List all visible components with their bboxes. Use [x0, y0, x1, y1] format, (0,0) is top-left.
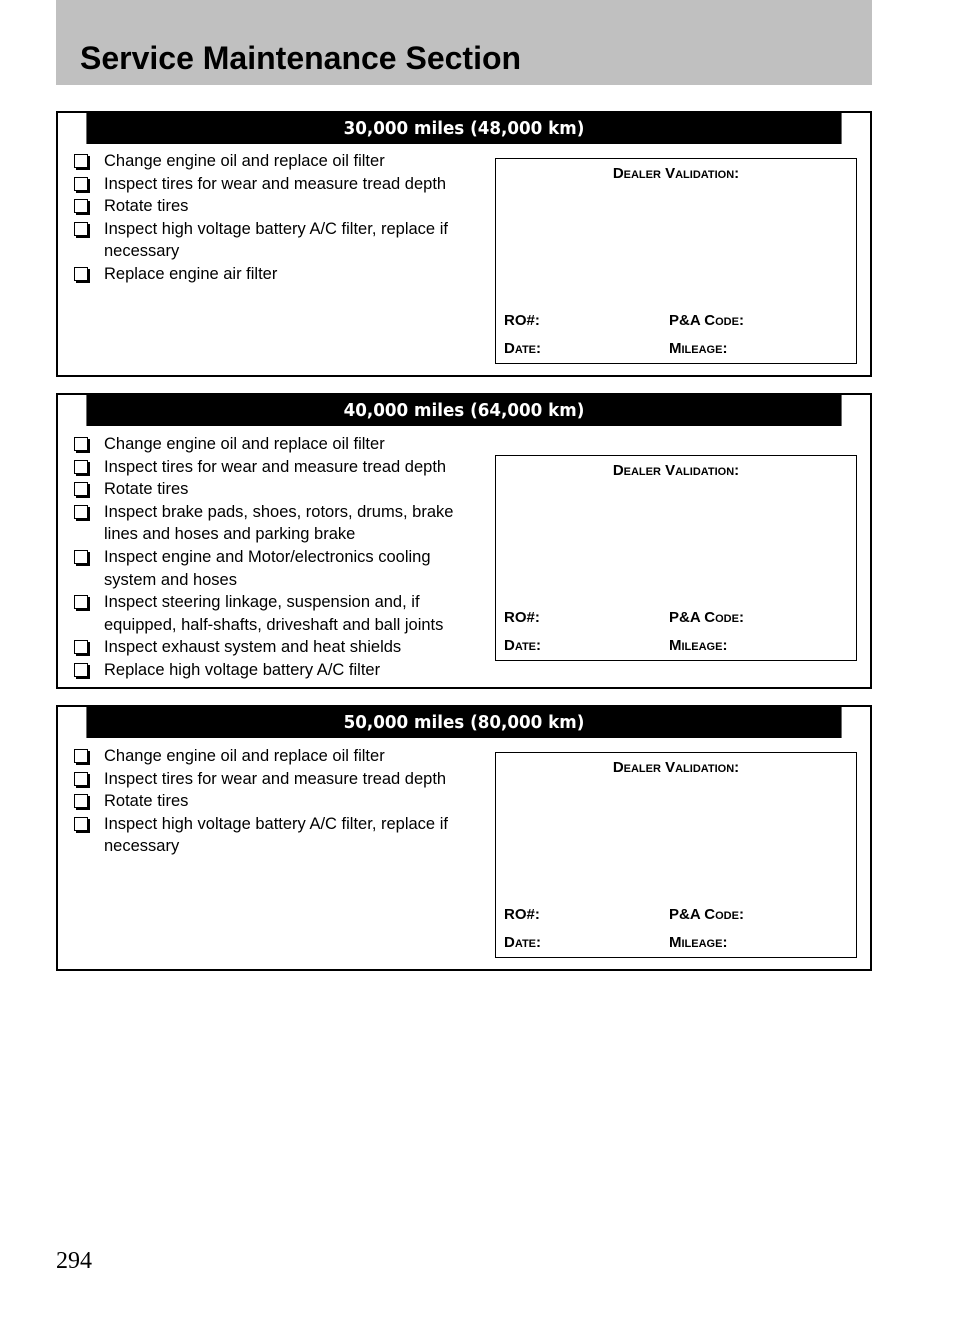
section-heading: 50,000 miles (80,000 km)	[86, 707, 841, 738]
checkbox-icon[interactable]	[74, 482, 88, 496]
dealer-validation-box[interactable]	[495, 158, 857, 364]
page-number: 294	[56, 1248, 92, 1274]
dealer-validation-title: Dealer Validation:	[612, 462, 740, 479]
dealer-validation-box[interactable]	[495, 752, 857, 958]
checkbox-icon[interactable]	[74, 749, 88, 763]
checklist-item[interactable]: Inspect steering linkage, suspension and, if equipped, half-shafts, driveshaft and ball joints	[72, 591, 472, 636]
checkbox-icon[interactable]	[74, 460, 88, 474]
date-label: Date:	[504, 340, 542, 357]
checklist-item[interactable]: Inspect high voltage battery A/C filter, replace if necessary	[72, 813, 472, 858]
maintenance-section-50000	[56, 705, 872, 971]
checklist	[72, 433, 472, 682]
ro-number-label: RO#:	[504, 906, 540, 923]
checklist-item[interactable]: Change engine oil and replace oil filter	[72, 150, 472, 173]
checkbox-icon[interactable]	[74, 199, 88, 213]
pa-code-label: P&A Code:	[669, 906, 744, 923]
checklist-item[interactable]: Rotate tires	[72, 790, 472, 813]
checklist	[72, 150, 472, 286]
pa-code-label: P&A Code:	[669, 609, 744, 626]
checklist-item[interactable]: Inspect tires for wear and measure tread depth	[72, 768, 472, 791]
checkbox-icon[interactable]	[74, 267, 88, 281]
checklist-item[interactable]: Inspect tires for wear and measure tread depth	[72, 173, 472, 196]
checklist-item[interactable]: Inspect engine and Motor/electronics cooling system and hoses	[72, 546, 472, 591]
section-heading: 30,000 miles (48,000 km)	[86, 113, 841, 144]
checklist-item[interactable]: Inspect exhaust system and heat shields	[72, 636, 472, 659]
checkbox-icon[interactable]	[74, 595, 88, 609]
checkbox-icon[interactable]	[74, 817, 88, 831]
checkbox-icon[interactable]	[74, 222, 88, 236]
page-title: Service Maintenance Section	[80, 40, 522, 76]
checkbox-icon[interactable]	[74, 550, 88, 564]
checkbox-icon[interactable]	[74, 794, 88, 808]
checklist-item[interactable]: Replace engine air filter	[72, 263, 472, 286]
checklist-item[interactable]: Inspect brake pads, shoes, rotors, drums, brake lines and hoses and parking brake	[72, 501, 472, 546]
mileage-label: Mileage:	[669, 934, 728, 951]
page-header	[56, 0, 872, 85]
checklist-item[interactable]: Rotate tires	[72, 478, 472, 501]
ro-number-label: RO#:	[504, 609, 540, 626]
mileage-label: Mileage:	[669, 340, 728, 357]
checklist	[72, 745, 472, 858]
section-heading: 40,000 miles (64,000 km)	[86, 395, 841, 426]
dealer-validation-box[interactable]	[495, 455, 857, 661]
checkbox-icon[interactable]	[74, 154, 88, 168]
checklist-item[interactable]: Change engine oil and replace oil filter	[72, 433, 472, 456]
checklist-item[interactable]: Change engine oil and replace oil filter	[72, 745, 472, 768]
checkbox-icon[interactable]	[74, 437, 88, 451]
checkbox-icon[interactable]	[74, 663, 88, 677]
checklist-item[interactable]: Replace high voltage battery A/C filter	[72, 659, 472, 682]
maintenance-section-40000	[56, 393, 872, 689]
checkbox-icon[interactable]	[74, 177, 88, 191]
dealer-validation-title: Dealer Validation:	[612, 165, 740, 182]
checkbox-icon[interactable]	[74, 772, 88, 786]
date-label: Date:	[504, 934, 542, 951]
ro-number-label: RO#:	[504, 312, 540, 329]
checkbox-icon[interactable]	[74, 505, 88, 519]
checklist-item[interactable]: Inspect tires for wear and measure tread depth	[72, 456, 472, 479]
dealer-validation-title: Dealer Validation:	[612, 759, 740, 776]
mileage-label: Mileage:	[669, 637, 728, 654]
date-label: Date:	[504, 637, 542, 654]
pa-code-label: P&A Code:	[669, 312, 744, 329]
checklist-item[interactable]: Rotate tires	[72, 195, 472, 218]
checkbox-icon[interactable]	[74, 640, 88, 654]
maintenance-section-30000	[56, 111, 872, 377]
checklist-item[interactable]: Inspect high voltage battery A/C filter, replace if necessary	[72, 218, 472, 263]
